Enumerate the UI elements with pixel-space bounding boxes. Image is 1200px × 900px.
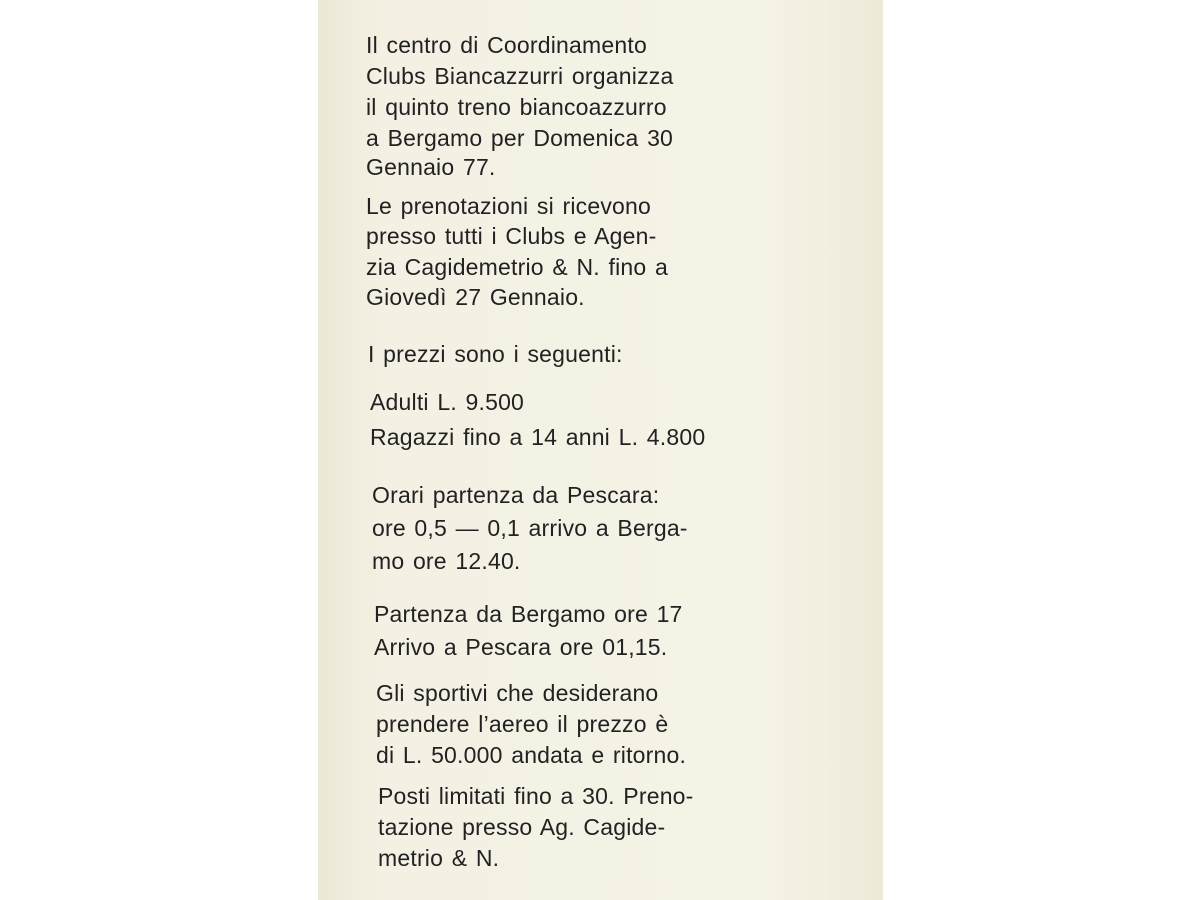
text-line: Orari partenza da Pescara: <box>372 482 660 508</box>
text-line: presso tutti i Clubs e Agen- <box>366 223 657 249</box>
price-line: Ragazzi fino a 14 anni L. 4.800 <box>370 424 706 450</box>
text-line: il quinto treno biancoazzurro <box>366 94 667 120</box>
text-line: tazione presso Ag. Cagide- <box>378 814 666 840</box>
text-line: Arrivo a Pescara ore 01,15. <box>374 634 668 660</box>
text-line: Le prenotazioni si ricevono <box>366 193 652 219</box>
text-line: Partenza da Bergamo ore 17 <box>374 601 683 627</box>
text-line: a Bergamo per Domenica 30 <box>366 125 674 151</box>
prices-intro: I prezzi sono i seguenti: <box>368 341 623 367</box>
text-line: Clubs Biancazzurri organizza <box>366 63 674 89</box>
text-line: Gennaio 77. <box>366 154 496 180</box>
price-line: Adulti L. 9.500 <box>370 389 525 415</box>
text-line: prendere l’aereo il prezzo è <box>376 711 669 737</box>
text-line: Posti limitati fino a 30. Preno- <box>378 783 694 809</box>
text-line: Gli sportivi che desiderano <box>376 680 659 706</box>
text-line: Giovedì 27 Gennaio. <box>366 284 585 310</box>
text-line: zia Cagidemetrio & N. fino a <box>366 254 668 280</box>
text-line: di L. 50.000 andata e ritorno. <box>376 742 687 768</box>
newspaper-clipping <box>318 0 883 900</box>
text-line: Il centro di Coordinamento <box>366 32 647 58</box>
text-line: ore 0,5 — 0,1 arrivo a Berga- <box>372 515 688 541</box>
text-line: metrio & N. <box>378 845 500 871</box>
text-line: mo ore 12.40. <box>372 548 521 574</box>
